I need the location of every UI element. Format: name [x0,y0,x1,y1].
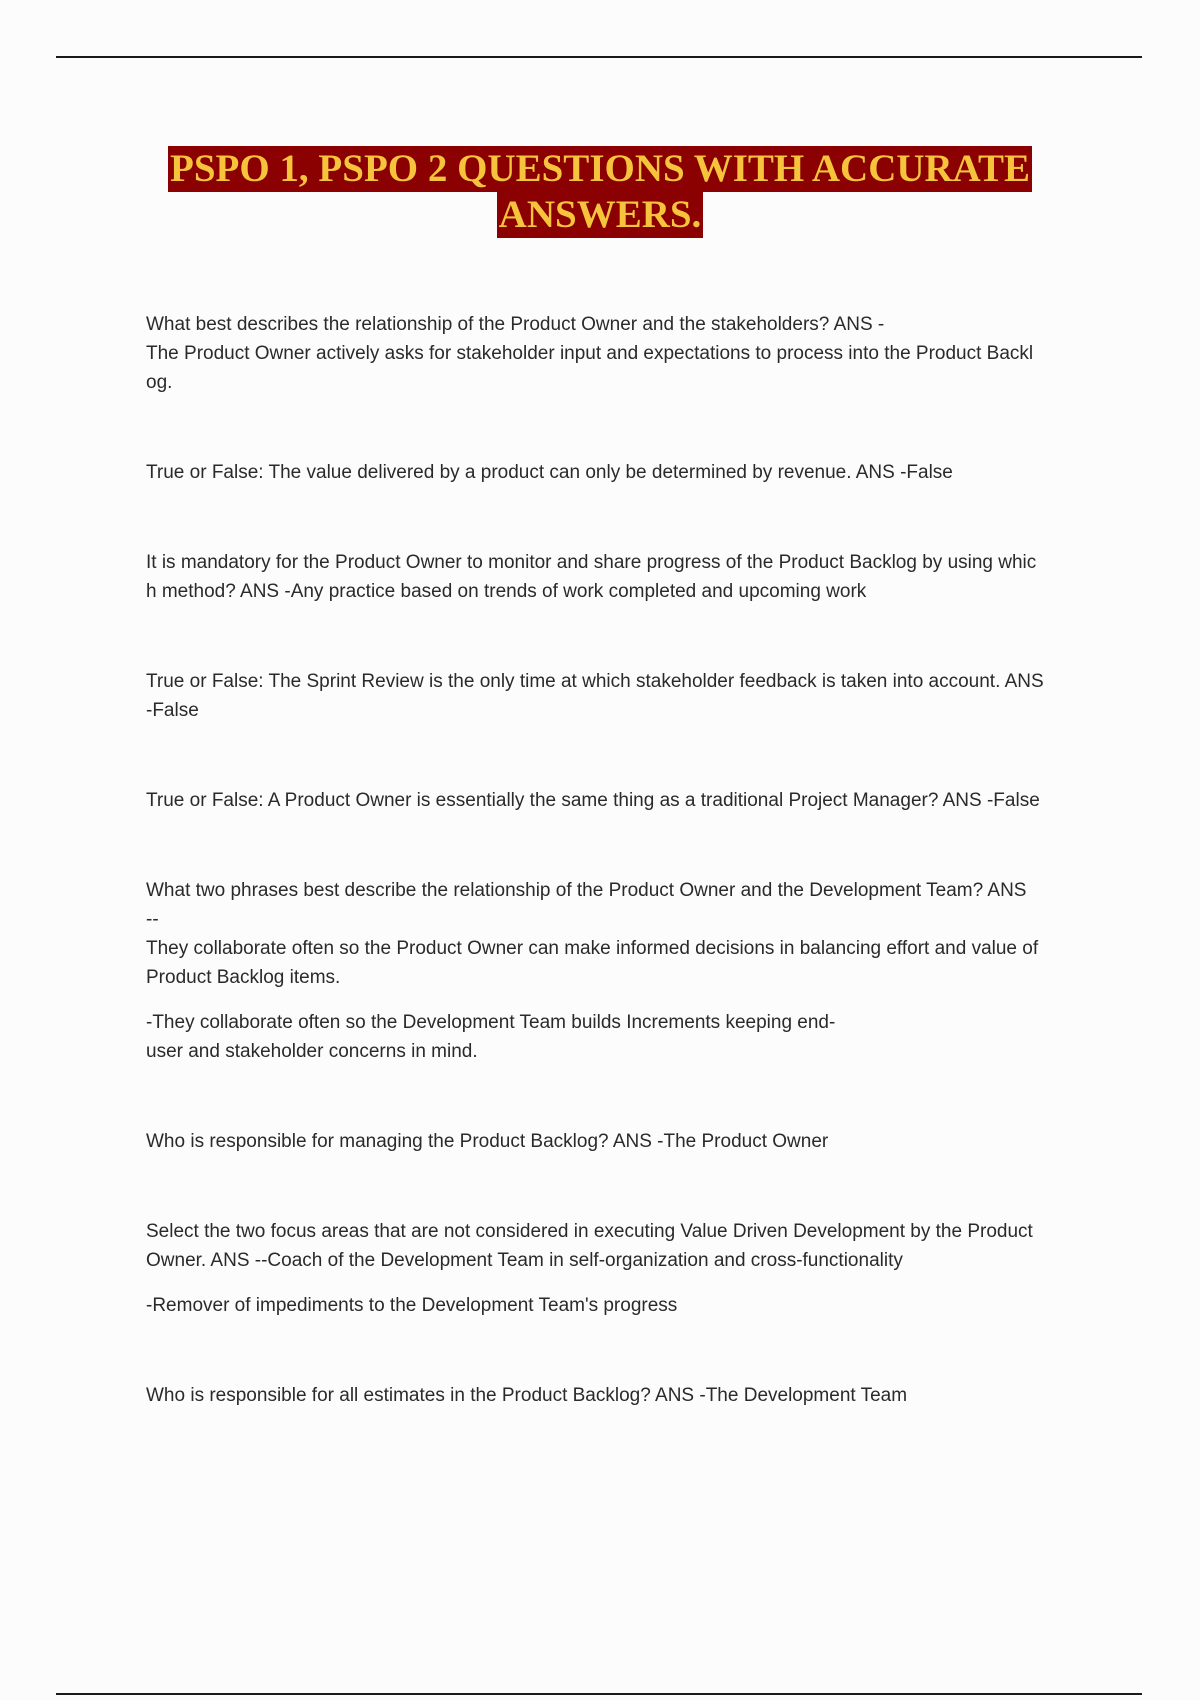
qa-item [146,458,1096,487]
qa-line: True or False: A Product Owner is essentially the same thing as a traditional Project Manager? ANS -False [146,790,1040,811]
qa-item [146,876,1096,1066]
qa-item [146,786,1096,815]
document-title [0,146,1200,238]
qa-line: -Remover of impediments to the Development Team's progress [146,1295,678,1316]
footer-rule [56,1693,1142,1695]
qa-line: True or False: The value delivered by a product can only be determined by revenue. ANS -False [146,462,953,483]
qa-line: Select the two focus areas that are not considered in executing Value Driven Development by the Product [146,1221,1033,1242]
qa-item [146,1127,1096,1156]
qa-line: og. [146,372,173,393]
qa-item [146,1217,1096,1320]
qa-line: user and stakeholder concerns in mind. [146,1041,478,1062]
qa-line: -False [146,700,199,721]
qa-line: They collaborate often so the Product Owner can make informed decisions in balancing effort and value of [146,938,1039,959]
qa-line: h method? ANS -Any practice based on trends of work completed and upcoming work [146,581,867,602]
qa-item [146,548,1096,606]
qa-line: The Product Owner actively asks for stakeholder input and expectations to process into the Product Backl [146,343,1034,364]
qa-line: Who is responsible for all estimates in the Product Backlog? ANS -The Development Team [146,1385,908,1406]
qa-item [146,667,1096,725]
qa-list [146,310,1096,1410]
qa-line: It is mandatory for the Product Owner to monitor and share progress of the Product Backlog by using whic [146,552,1037,573]
qa-line: Owner. ANS --Coach of the Development Team in self-organization and cross-functionality [146,1250,903,1271]
qa-line: What two phrases best describe the relationship of the Product Owner and the Development Team? ANS [146,880,1027,901]
qa-item [146,1381,1096,1410]
header-rule [56,56,1142,58]
title-line-2: ANSWERS. [498,193,702,236]
qa-line: -- [146,909,159,930]
qa-line: -They collaborate often so the Development Team builds Increments keeping end- [146,1012,836,1033]
qa-line: True or False: The Sprint Review is the only time at which stakeholder feedback is taken into account. ANS [146,671,1044,692]
qa-line: What best describes the relationship of the Product Owner and the stakeholders? ANS - [146,314,885,335]
qa-line: Product Backlog items. [146,967,341,988]
qa-item [146,310,1096,397]
title-line-1: PSPO 1, PSPO 2 QUESTIONS WITH ACCURATE [170,147,1030,190]
qa-line: Who is responsible for managing the Product Backlog? ANS -The Product Owner [146,1131,829,1152]
